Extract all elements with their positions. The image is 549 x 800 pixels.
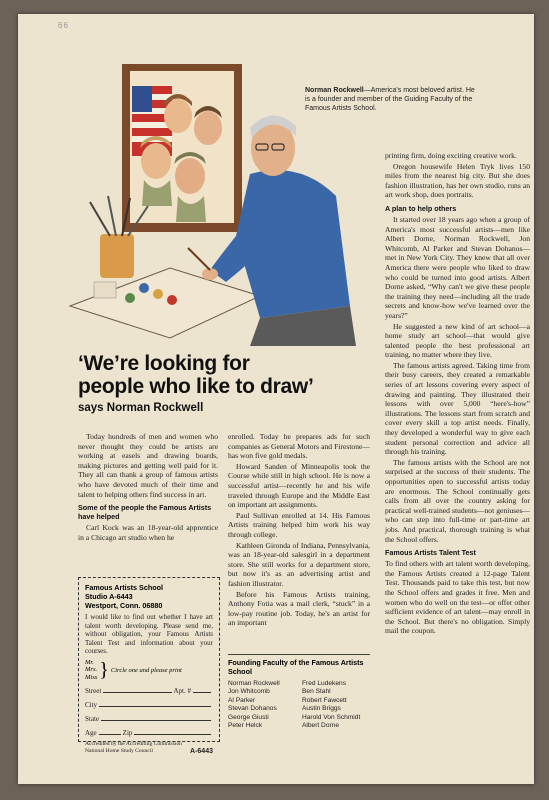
faculty-name: Fred Ludekens bbox=[302, 680, 346, 687]
coupon-body: I would like to find out whether I have art talent worth developing. Please send me, without obligation, your Famous Artists Talent Test and information about your courses. bbox=[85, 613, 213, 656]
carl-kock-cont: enrolled. Today he prepares ads for such companies as General Motors and Firestone—has won five gold medals. bbox=[228, 432, 370, 461]
title-mr[interactable]: Mr. bbox=[85, 658, 94, 666]
title-miss[interactable]: Miss bbox=[85, 673, 98, 681]
plan-paragraph-3: The famous artists agreed. Taking time from their busy careers, they created a remarkable series of art lessons covering every aspect of drawing and painting. They illustrated their lessons with over 5,000 “here's-how” illustrations. The lessons start from scratch and cover every skill a top artist needs. Finally, they developed a wonderful way to give each student personal correction and advice all through his training. bbox=[385, 360, 530, 457]
headline-line-2: people who like to draw’ bbox=[78, 375, 314, 398]
faculty-name: Al Parker bbox=[228, 696, 256, 704]
state-field[interactable]: State bbox=[85, 709, 213, 723]
column-b bbox=[228, 432, 370, 629]
caption-text: —America's most beloved artist. He is a founder and member of the Guiding Faculty of the Famous Artists School. bbox=[305, 87, 475, 112]
plan-subhead: A plan to help others bbox=[385, 203, 457, 213]
faculty-name: Ben Stahl bbox=[302, 688, 331, 696]
carl-kock-paragraph: Carl Kock was an 18-year-old apprentice in a Chicago art studio when he bbox=[78, 523, 218, 542]
faculty-heading: Founding Faculty of the Famous Artists School bbox=[228, 654, 370, 676]
paul-sullivan-paragraph: Paul Sullivan enrolled at 14. His Famous Artists training helped him work his way through college. bbox=[228, 510, 370, 539]
headline bbox=[78, 352, 378, 398]
accreditation-line-2: National Home Study Council bbox=[85, 748, 153, 755]
faculty-name: Norman Rockwell bbox=[228, 680, 280, 687]
faculty-box bbox=[228, 654, 370, 730]
talent-test-subhead: Famous Artists Talent Test bbox=[385, 548, 476, 558]
faculty-name: Peter Helck bbox=[228, 722, 263, 730]
coupon-footer bbox=[85, 741, 213, 755]
age-zip-field[interactable]: Age Zip bbox=[85, 723, 213, 737]
kathleen-gironda-paragraph: Kathleen Gironda of Indiana, Pennsylvania, was an 18-year-old salesgirl in a department store. She still works for a department store, but now it's as an advertising artist and fashion illustrator. bbox=[228, 540, 370, 588]
column-c bbox=[385, 151, 530, 637]
faculty-name: Jon Whitcomb bbox=[228, 688, 270, 696]
faculty-name: George Giusti bbox=[228, 713, 269, 721]
faculty-name: Albert Dorne bbox=[302, 722, 340, 730]
faculty-name: Stevan Dohanos bbox=[228, 705, 277, 713]
coupon-address: Westport, Conn. 06880 bbox=[85, 601, 163, 610]
caption-name: Norman Rockwell bbox=[305, 87, 364, 94]
faculty-name: Austin Briggs bbox=[302, 705, 341, 713]
city-field[interactable]: City bbox=[85, 695, 213, 709]
headline-line-1: ‘We’re looking for bbox=[78, 352, 250, 375]
faculty-names bbox=[228, 680, 370, 730]
plan-paragraph-2: He suggested a new kind of art school—a home study art school—that would give talented people the best professional art training, no matter where they live. bbox=[385, 321, 530, 360]
magazine-page bbox=[18, 14, 534, 784]
page-number: 66 bbox=[58, 21, 69, 30]
order-coupon[interactable] bbox=[78, 577, 220, 756]
title-mrs[interactable]: Mrs. bbox=[85, 666, 98, 674]
column-a bbox=[78, 432, 218, 543]
brace-glyph: } bbox=[99, 659, 109, 682]
anthony-fotia-paragraph: Before his Famous Artists training, Anthony Fotia was a mail clerk, “stuck” in a low-pay routine job. Today, he's an artist for an important bbox=[228, 589, 370, 628]
intro-paragraph: Today hundreds of men and women who never thought they could be artists are working at easels and drawing boards, making pictures and getting well paid for it. They all can thank a group of famous artists who have devoted much of their time and talent to helping others find success in art. bbox=[78, 432, 218, 499]
talent-test-paragraph: To find others with art talent worth developing, the Famous Artists created a 12-page Talent Test. Thousands paid to take this test, but now the School offers and grades it free. Men and women who do well on the test—or offer other sufficient evidence of art talent—may enroll in the School. But there's no obligation. Simply mail the coupon. bbox=[385, 559, 530, 636]
helen-tryk-paragraph: Oregon housewife Helen Tryk lives 150 miles from the nearest big city. But she does fashion illustration, has her own studio, runs an art work shop, does portraits. bbox=[385, 161, 530, 200]
flag-stars bbox=[132, 86, 152, 112]
coupon-school: Famous Artists School bbox=[85, 583, 164, 592]
fotia-cont: printing firm, doing exciting creative work. bbox=[385, 151, 517, 160]
coupon-studio: Studio A-6443 bbox=[85, 592, 133, 601]
byline: says Norman Rockwell bbox=[78, 402, 204, 414]
street-field[interactable]: Street Apt. # bbox=[85, 681, 213, 695]
plan-paragraph-1: It started over 18 years ago when a group of America's most successful artists—men like Albert Dorne, Norman Rockwell, Jon Whitcomb, Al Parker and Stevan Dohanos—met in New York City. They knew that all over America there were people who liked to draw who could be turned into good artists. Albert Dorne asked, “Why can't we give these people the training they need—including all the trade secrets and know-how we've learned over the years?” bbox=[385, 214, 530, 320]
howard-sanden-paragraph: Howard Sanden of Minneapolis took the Course while still in high school. He is now a successful artist—recently he and his wife traveled through Europe and the Middle East on important art assignments. bbox=[228, 461, 370, 510]
faculty-name: Robert Fawcett bbox=[302, 696, 347, 704]
palette-table bbox=[70, 268, 260, 338]
accreditation-line-1: Accredited by the Accrediting Commission bbox=[85, 741, 182, 748]
plan-paragraph-4: The famous artists with the School are not surprised at the success of their students. The opportunities open to successful artists today are enormous. The School continually gets calls from all over the country asking for practical well-trained students—not geniuses—who can step into full-time or part-time art jobs. And practical, thorough training is what the School offers. bbox=[385, 457, 530, 544]
faculty-name: Harold Von Schmidt bbox=[302, 713, 361, 721]
coupon-name-row[interactable] bbox=[85, 659, 213, 682]
illustration-caption bbox=[305, 86, 475, 113]
people-helped-subhead: Some of the people the Famous Artists have helped bbox=[78, 503, 212, 522]
coupon-code: A-6443 bbox=[190, 748, 213, 756]
title-options[interactable] bbox=[85, 659, 97, 682]
circle-note: Circle one and please print bbox=[110, 666, 182, 674]
